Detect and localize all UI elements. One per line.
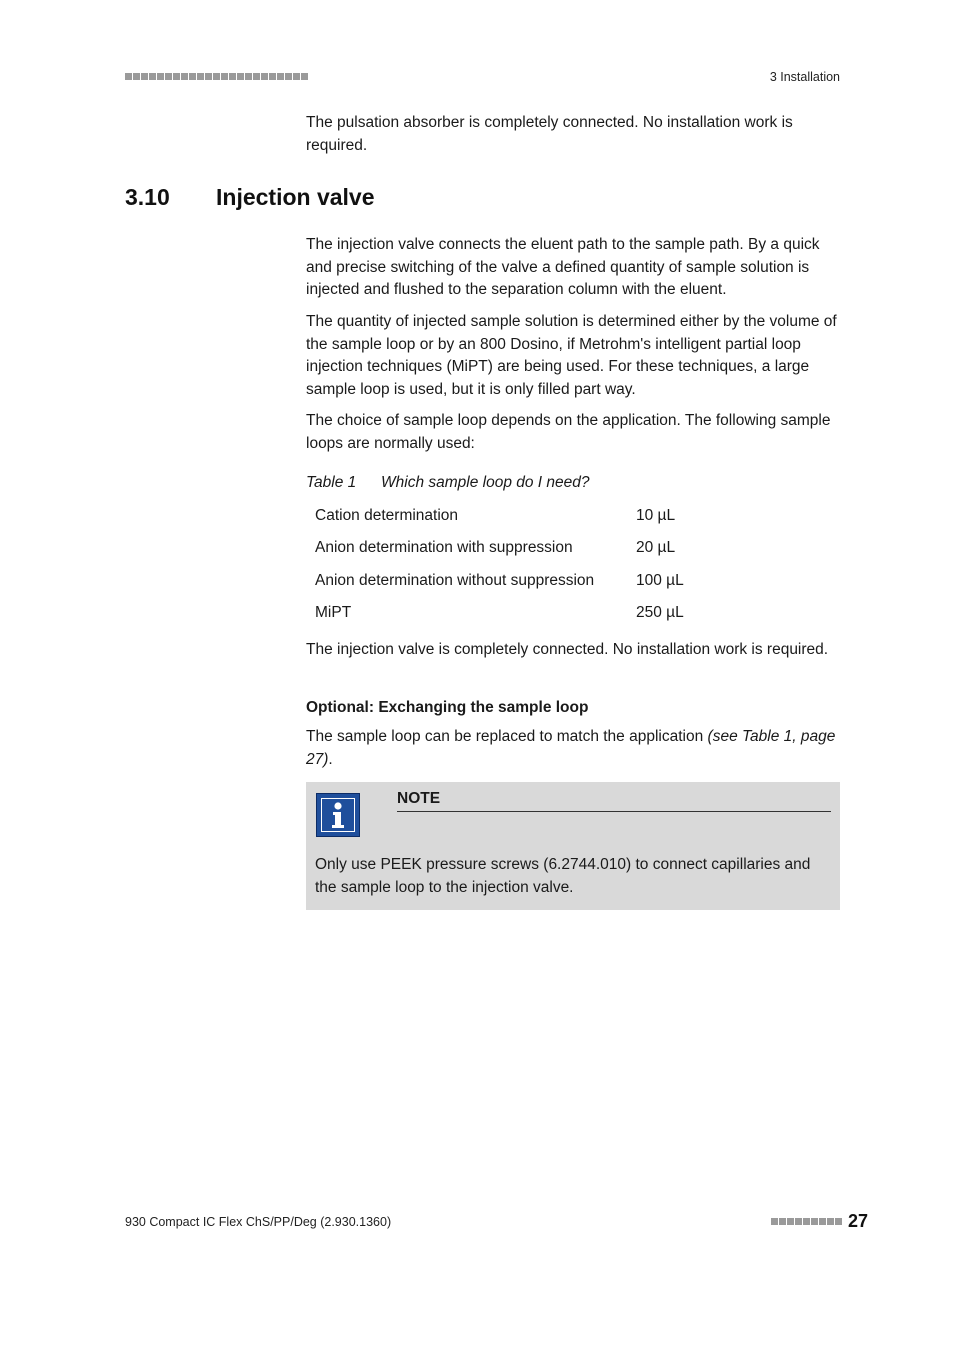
section-title: Injection valve [216,184,375,210]
optional-text: The sample loop can be replaced to match the application [306,728,708,745]
table-row [306,500,693,532]
table-cell-application: Anion determination without suppression [315,571,595,589]
page-number: 27 [847,1211,868,1231]
table-row [306,565,693,597]
table-cell-application: Anion determination with suppression [315,539,573,557]
paragraph-valve-description: The injection valve connects the eluent path to the sample path. By a quick and precise switching of the valve a defined quantity of sample solution is injected and flushed to the separation column with the eluent. [306,236,820,298]
table-caption-label: Table 1 [306,474,357,491]
cross-reference-link[interactable]: (see Table 1, page 27) [306,728,836,768]
table-cell-volume: 250 µL [636,604,684,622]
info-icon [316,793,360,837]
header-section-title: 3 Installation [769,70,840,84]
paragraph-valve-connected: The injection valve is completely connected. No installation work is required. [306,641,829,658]
table-caption [306,474,590,492]
paragraph-injected-quantity: The quantity of injected sample solution is determined either by the volume of the sample loop or by an 800 Dosino, if Metrohm's intelligent partial loop injection techniques (MiPT) are being used. For these techniques, a large sample loop is used, but it is only filled part way. [306,313,837,398]
intro-paragraph: The pulsation absorber is completely connected. No installation work is required. [306,114,793,154]
optional-text-end: . [328,750,333,768]
header-decoration [125,73,308,80]
note-title: NOTE [397,790,831,812]
table-caption-text: Which sample loop do I need? [381,474,590,491]
paragraph-sample-loop-choice: The choice of sample loop depends on the application. The following sample loops are normally used: [306,412,831,452]
table-cell-application: Cation determination [315,507,459,525]
footer-product-name: 930 Compact IC Flex ChS/PP/Deg (2.930.1360) [125,1215,392,1229]
sample-loop-table [306,500,693,629]
note-box [306,782,840,910]
footer-decoration [771,1218,842,1225]
paragraph-sample-loop-replace [306,726,842,771]
section-number: 3.10 [125,184,170,210]
table-cell-application: MiPT [315,604,352,622]
table-cell-volume: 10 µL [636,507,676,525]
note-body: Only use PEEK pressure screws (6.2744.010) to connect capillaries and the sample loop to the injection valve. [315,856,811,896]
table-cell-volume: 20 µL [636,539,676,557]
footer-page [771,1211,868,1232]
optional-heading: Optional: Exchanging the sample loop [306,699,589,716]
table-row [306,532,693,564]
section-heading [125,184,375,211]
table-row [306,597,693,629]
table-cell-volume: 100 µL [636,571,684,589]
